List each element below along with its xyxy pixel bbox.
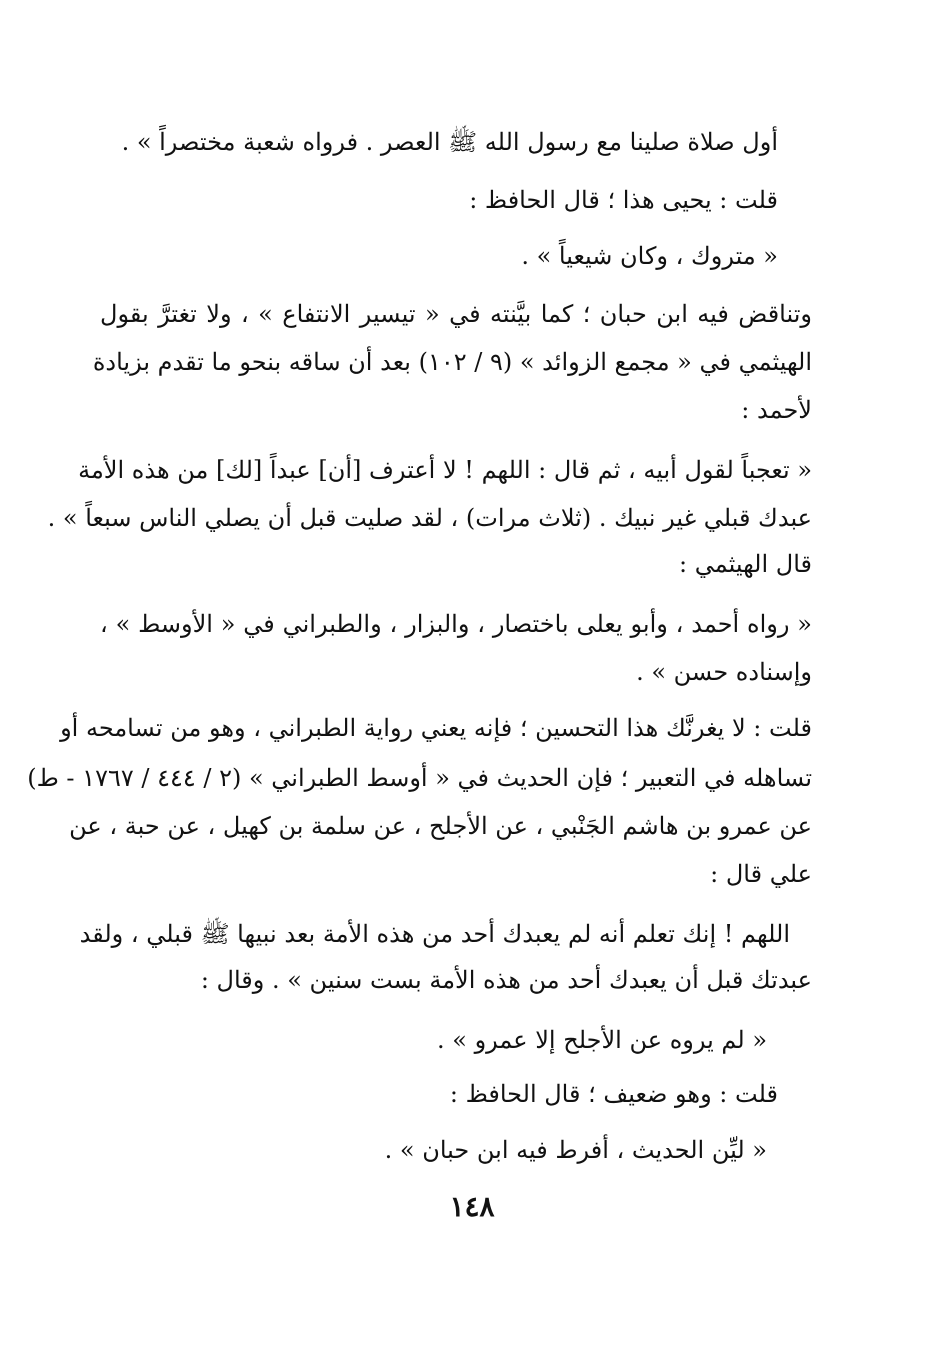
page-number: ١٤٨ [449,1190,495,1223]
text-line: قلت : يحيى هذا ؛ قال الحافظ : [469,186,778,214]
text-line: قلت : لا يغرنَّك هذا التحسين ؛ فإنه يعني رواية الطبراني ، وهو من تسامحه أو [60,714,812,742]
text-line: عبدك قبلي غير نبيك . (ثلاث مرات) ، لقد صليت قبل أن يصلي الناس سبعاً » . [47,504,812,532]
text-line: « لم يروه عن الأجلح إلا عمرو » . [437,1026,767,1054]
text-line: وتناقض فيه ابن حبان ؛ كما بيَّنته في « تيسير الانتفاع » ، ولا تغترَّ بقول [100,300,812,328]
text-line: علي قال : [710,860,812,888]
text-line: وإسناده حسن » . [636,658,812,686]
text-line: قال الهيثمي : [679,550,812,578]
text-line: « متروك ، وكان شيعياً » . [521,242,778,270]
text-line: قلت : وهو ضعيف ؛ قال الحافظ : [449,1080,778,1108]
text-line: عن عمرو بن هاشم الجَنْبي ، عن الأجلح ، عن سلمة بن كهيل ، عن حبة ، عن [69,812,812,840]
text-line: الهيثمي في « مجمع الزوائد » (٩ / ١٠٢) بعد أن ساقه بنحو ما تقدم بزيادة [92,348,812,376]
text-line: « ليِّن الحديث ، أفرط فيه ابن حبان » . [384,1136,767,1164]
text-line: تساهله في التعبير ؛ فإن الحديث في « أوسط الطبراني » (٢ / ٤٤٤ / ١٧٦٧ - ط) [27,764,812,792]
text-line: « تعجباً لقول أبيه ، ثم قال : اللهم ! لا أعترف [أن] عبداً [لك] من هذه الأمة [78,456,812,484]
text-line: « رواه أحمد ، وأبو يعلى باختصار ، والبزار ، والطبراني في « الأوسط » ، [100,610,812,638]
text-line: اللهم ! إنك تعلم أنه لم يعبدك أحد من هذه الأمة بعد نبيها ﷺ قبلي ، ولقد [79,920,790,948]
text-line: لأحمد : [741,396,812,424]
text-line: عبدتك قبل أن يعبدك أحد من هذه الأمة بست سنين » . وقال : [200,966,812,994]
text-line: أول صلاة صلينا مع رسول الله ﷺ العصر . فرواه شعبة مختصراً » . [121,128,778,156]
